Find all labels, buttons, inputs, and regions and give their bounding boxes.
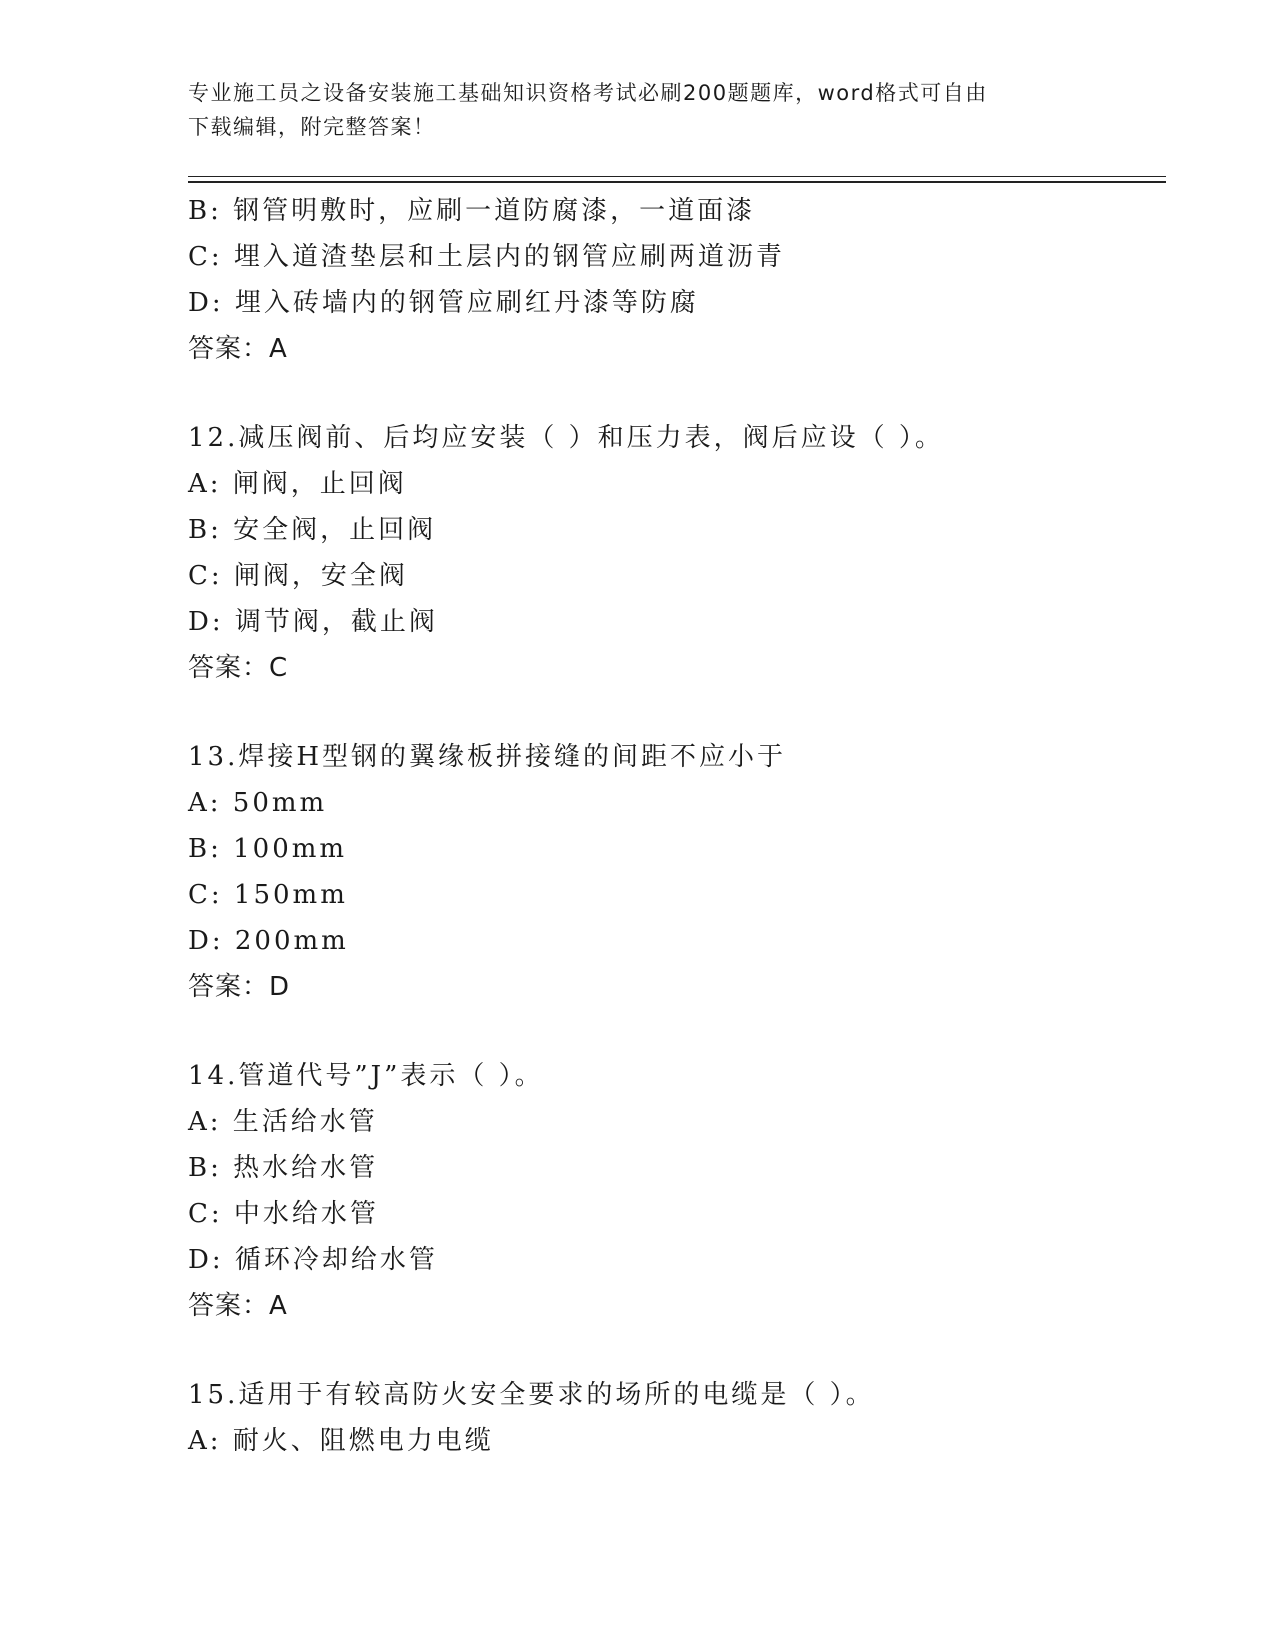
question-text: 14.管道代号”J”表示（ ）。	[188, 1061, 544, 1091]
question-12	[188, 415, 1168, 691]
option-c: C: 中水给水管	[188, 1199, 379, 1229]
option-a: A: 50mm	[188, 788, 328, 818]
question-15	[188, 1372, 1168, 1464]
option-b: B: 钢管明敷时，应刷一道防腐漆，一道面漆	[188, 196, 756, 226]
spacer	[188, 1010, 1168, 1053]
answer: 答案：D	[188, 972, 291, 1002]
option-a: A: 耐火、阻燃电力电缆	[188, 1426, 494, 1456]
option-b: B: 100mm	[188, 834, 348, 864]
option-d: D: 调节阀，截止阀	[188, 607, 438, 637]
option-a: A: 闸阀，止回阀	[188, 469, 407, 499]
answer: 答案：A	[188, 334, 288, 364]
option-c: C: 150mm	[188, 880, 348, 910]
question-13	[188, 734, 1168, 1010]
spacer	[188, 1329, 1168, 1372]
option-c: C: 闸阀，安全阀	[188, 561, 408, 591]
question-text: 13.焊接H型钢的翼缘板拼接缝的间距不应小于	[188, 742, 787, 772]
question-list	[188, 188, 1168, 1464]
answer: 答案：C	[188, 653, 289, 683]
question-text: 12.减压阀前、后均应安装（ ）和压力表，阀后应设（ ）。	[188, 423, 944, 453]
option-d: D: 200mm	[188, 926, 349, 956]
header-line-2: 下载编辑，附完整答案！	[188, 115, 436, 139]
document-header	[188, 76, 1088, 144]
header-divider-thick	[188, 181, 1166, 183]
option-b: B: 安全阀，止回阀	[188, 515, 437, 545]
header-line-1: 专业施工员之设备安装施工基础知识资格考试必刷200题题库，word格式可自由	[188, 81, 988, 105]
question-11-continued	[188, 188, 1168, 372]
spacer	[188, 691, 1168, 734]
spacer	[188, 372, 1168, 415]
option-a: A: 生活给水管	[188, 1107, 378, 1137]
option-b: B: 热水给水管	[188, 1153, 379, 1183]
answer: 答案：A	[188, 1291, 288, 1321]
question-14	[188, 1053, 1168, 1329]
option-d: D: 循环冷却给水管	[188, 1245, 438, 1275]
option-c: C: 埋入道渣垫层和土层内的钢管应刷两道沥青	[188, 242, 785, 272]
option-d: D: 埋入砖墙内的钢管应刷红丹漆等防腐	[188, 288, 699, 318]
header-divider-thin	[188, 176, 1166, 177]
question-text: 15.适用于有较高防火安全要求的场所的电缆是（ ）。	[188, 1380, 875, 1410]
